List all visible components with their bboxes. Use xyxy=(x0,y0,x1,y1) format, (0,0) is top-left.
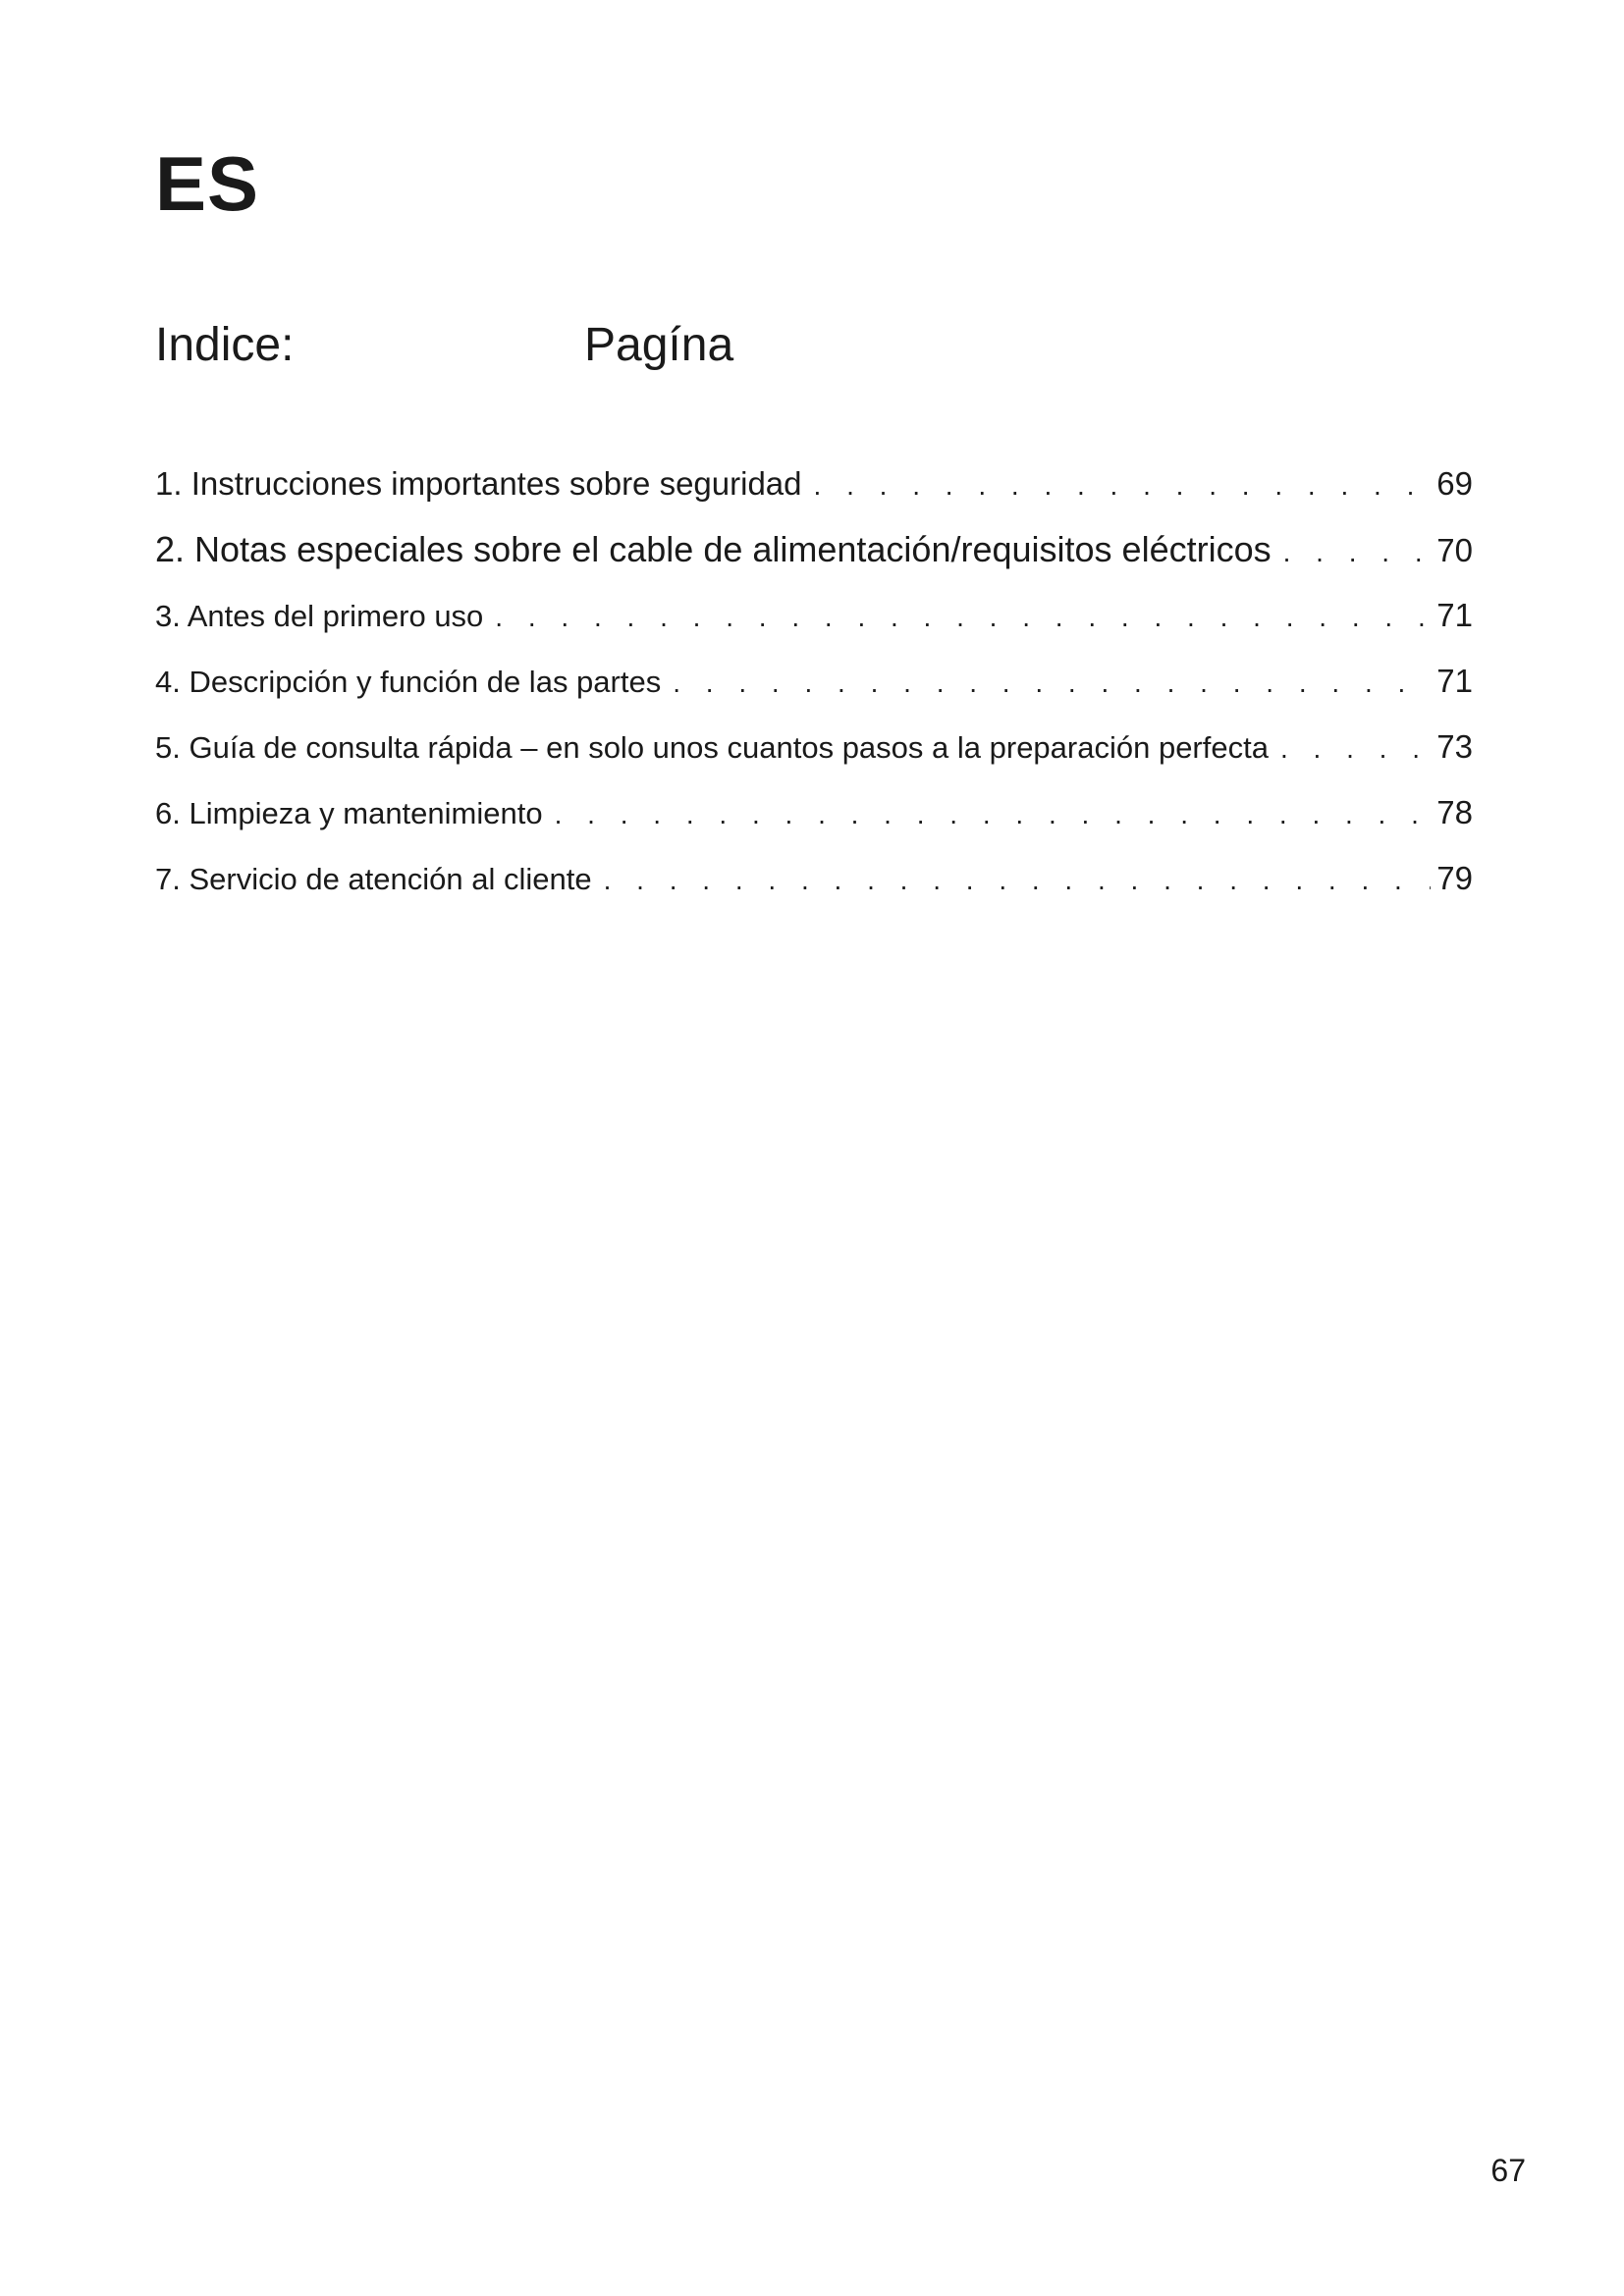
language-code: ES xyxy=(155,140,260,227)
toc-header xyxy=(155,319,734,371)
toc-entry-label: 1. Instrucciones importantes sobre seguridad xyxy=(155,465,802,502)
toc-entry-label: 3. Antes del primero uso xyxy=(155,599,484,633)
toc-entry-quick-guide[interactable] xyxy=(155,722,1473,788)
toc-entry-label: 7. Servicio de atención al cliente xyxy=(155,862,592,896)
dot-leader xyxy=(814,461,1432,510)
page-column-title: Pagína xyxy=(584,319,734,371)
toc-entry-page: 69 xyxy=(1436,465,1473,502)
toc-entry-label: 6. Limpieza y mantenimiento xyxy=(155,796,543,830)
toc-entry-page: 78 xyxy=(1436,794,1473,830)
dot-leader xyxy=(1283,528,1432,577)
dot-leader xyxy=(604,856,1432,905)
dot-leader xyxy=(1280,724,1431,774)
toc-entry-label: 5. Guía de consulta rápida – en solo unos cuantos pasos a la preparación perfecta xyxy=(155,730,1269,765)
page-number: 67 xyxy=(1490,2153,1526,2188)
toc-entry-page: 71 xyxy=(1436,663,1473,699)
toc-entry-before-first-use[interactable] xyxy=(155,591,1473,657)
toc-entry-page: 79 xyxy=(1436,860,1473,896)
table-of-contents xyxy=(155,459,1473,920)
toc-entry-customer-service[interactable] xyxy=(155,854,1473,920)
dot-leader xyxy=(673,659,1431,708)
toc-entry-page: 70 xyxy=(1436,532,1473,568)
toc-entry-power-cable-notes[interactable] xyxy=(155,525,1473,591)
dot-leader xyxy=(555,790,1432,839)
toc-entry-parts-description[interactable] xyxy=(155,657,1473,722)
toc-entry-cleaning-maintenance[interactable] xyxy=(155,788,1473,854)
toc-entry-page: 73 xyxy=(1436,728,1473,765)
toc-entry-label: 2. Notas especiales sobre el cable de alimentación/requisitos eléctricos xyxy=(155,529,1272,569)
dot-leader xyxy=(495,593,1431,642)
toc-entry-page: 71 xyxy=(1436,597,1473,633)
toc-title: Indice: xyxy=(155,319,295,371)
toc-entry-safety-instructions[interactable] xyxy=(155,459,1473,525)
toc-entry-label: 4. Descripción y función de las partes xyxy=(155,665,662,699)
